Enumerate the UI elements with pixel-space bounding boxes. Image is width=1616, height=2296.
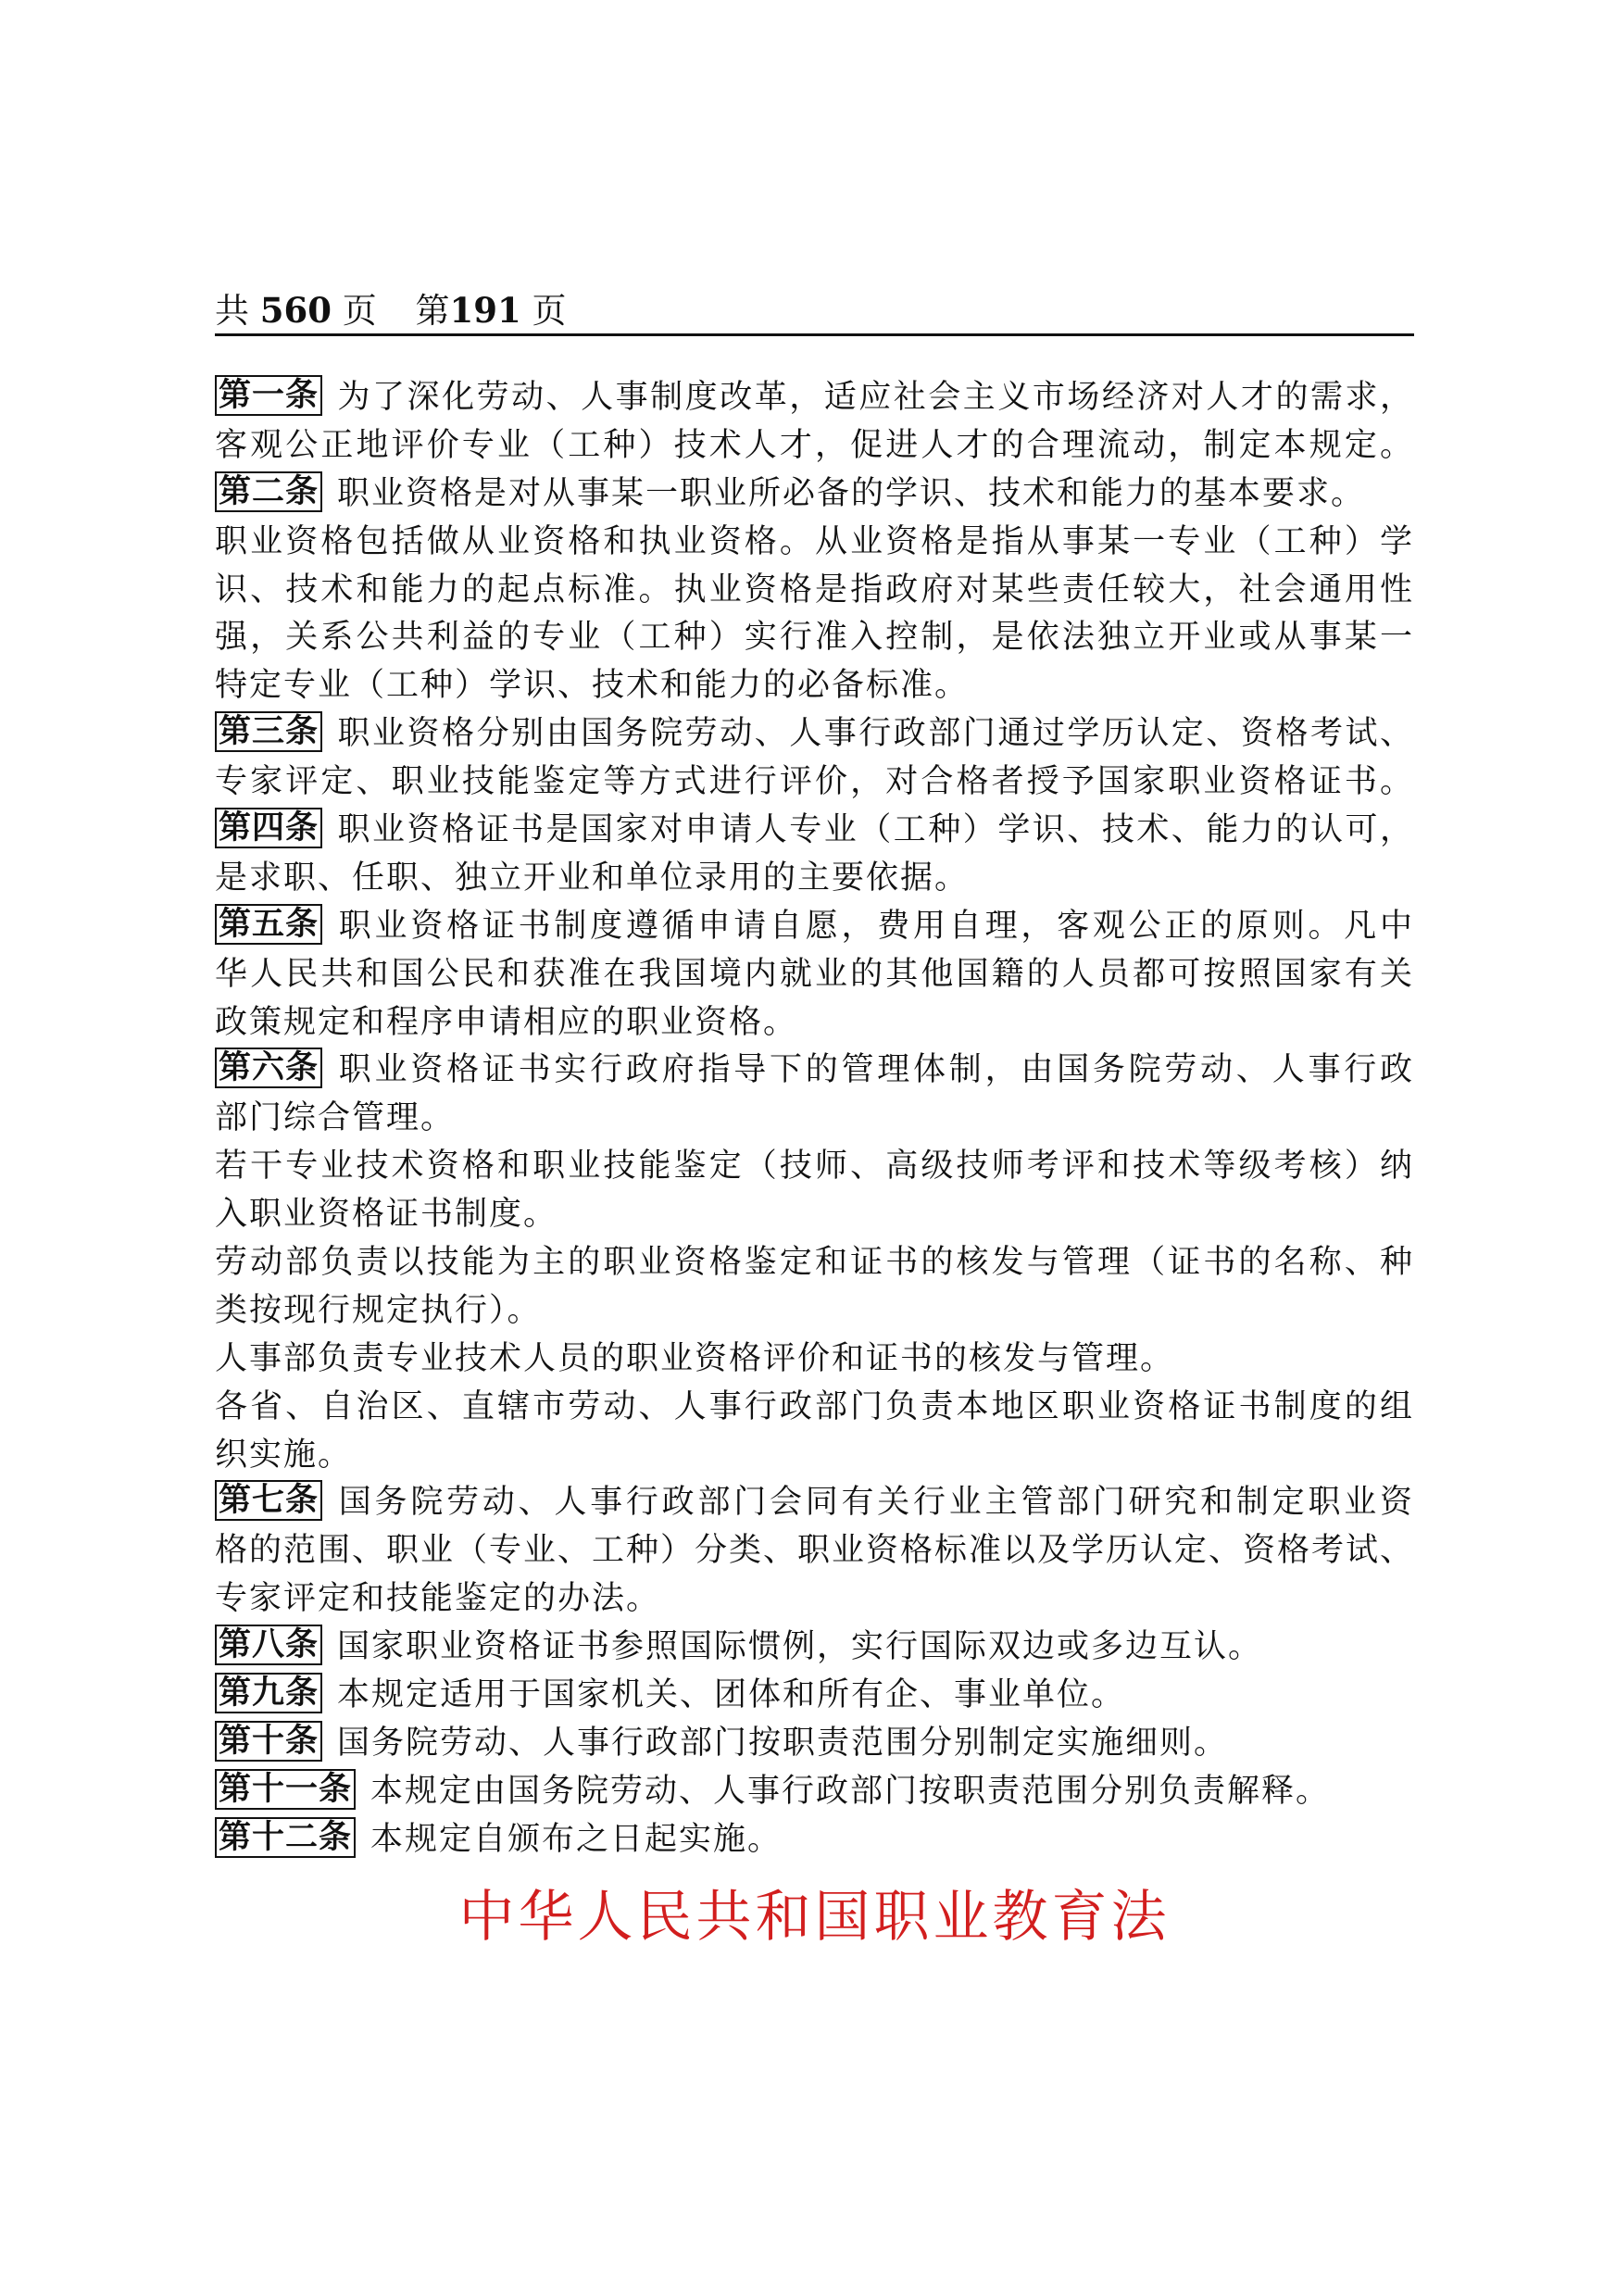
article-line: [215, 1624, 1414, 1672]
total-pages-prefix: 共: [215, 291, 249, 331]
line-text: 专家评定和技能鉴定的办法。: [215, 1580, 661, 1618]
line-text: 为了深化劳动、人事制度改革，适应社会主义市场经济对人才的需求，: [337, 379, 1414, 416]
text-line: [215, 1336, 1414, 1384]
article-line: [215, 374, 1414, 422]
article-line: [215, 807, 1414, 855]
article-line: [215, 1720, 1414, 1768]
line-text: 入职业资格证书制度。: [215, 1196, 558, 1234]
text-line: [215, 999, 1414, 1048]
line-text: 特定专业（工种）学识、技术和能力的必备标准。: [215, 667, 970, 705]
line-text: 人事部负责专业技术人员的职业资格评价和证书的核发与管理。: [215, 1339, 1175, 1377]
text-line: [215, 1575, 1414, 1624]
text-line: [215, 1143, 1414, 1191]
article-line: [215, 710, 1414, 759]
line-text: 本规定由国务院劳动、人事行政部门按职责范围分别负责解释。: [370, 1772, 1331, 1810]
text-line: [215, 1239, 1414, 1287]
line-text: 国务院劳动、人事行政部门按职责范围分别制定实施细则。: [337, 1724, 1229, 1762]
total-pages-suffix: 页: [342, 291, 377, 331]
line-text: 识、技术和能力的起点标准。执业资格是指政府对某些责任较大，社会通用性: [215, 571, 1414, 609]
line-text: 本规定适用于国家机关、团体和所有企、事业单位。: [337, 1676, 1126, 1714]
line-text: 职业资格包括做从业资格和执业资格。从业资格是指从事某一专业（工种）学: [215, 522, 1414, 560]
line-text: 本规定自颁布之日起实施。: [370, 1820, 783, 1858]
line-text: 国家职业资格证书参照国际惯例，实行国际双边或多边互认。: [337, 1628, 1263, 1666]
line-text: 强，关系公共利益的专业（工种）实行准入控制，是依法独立开业或从事某一: [215, 619, 1414, 657]
article-line: [215, 1816, 1414, 1864]
line-text: 职业资格证书制度遵循申请自愿，费用自理，客观公正的原则。凡中: [337, 907, 1414, 945]
article-line: [215, 470, 1414, 519]
line-text: 客观公正地评价专业（工种）技术人才，促进人才的合理流动，制定本规定。: [215, 426, 1414, 464]
regulation-body: [215, 374, 1414, 1864]
article-label: 第五条: [215, 904, 322, 945]
text-line: [215, 662, 1414, 710]
line-text: 格的范围、职业（专业、工种）分类、职业资格标准以及学历认定、资格考试、: [215, 1532, 1414, 1570]
article-label: 第十一条: [215, 1769, 356, 1810]
article-label: 第六条: [215, 1048, 322, 1088]
article-label: 第一条: [215, 375, 322, 416]
article-label: 第十二条: [215, 1817, 356, 1858]
page-header: [215, 287, 1414, 336]
article-line: [215, 1479, 1414, 1527]
text-line: [215, 1191, 1414, 1239]
article-line: [215, 1047, 1414, 1095]
line-text: 部门综合管理。: [215, 1099, 456, 1137]
text-line: [215, 1432, 1414, 1480]
line-text: 政策规定和程序申请相应的职业资格。: [215, 1003, 798, 1041]
line-text: 是求职、任职、独立开业和单位录用的主要依据。: [215, 859, 970, 897]
line-text: 专家评定、职业技能鉴定等方式进行评价，对合格者授予国家职业资格证书。: [215, 763, 1414, 801]
section-title: 中华人民共和国职业教育法: [458, 1885, 1171, 1950]
article-label: 第十条: [215, 1721, 322, 1762]
article-label: 第九条: [215, 1673, 322, 1713]
line-text: 织实施。: [215, 1436, 353, 1474]
article-line: [215, 903, 1414, 951]
text-line: [215, 1095, 1414, 1143]
line-text: 职业资格分别由国务院劳动、人事行政部门通过学历认定、资格考试、: [337, 715, 1414, 753]
article-label: 第三条: [215, 711, 322, 752]
article-line: [215, 1768, 1414, 1816]
line-text: 华人民共和国公民和获准在我国境内就业的其他国籍的人员都可按照国家有关: [215, 955, 1414, 993]
line-text: 国务院劳动、人事行政部门会同有关行业主管部门研究和制定职业资: [337, 1484, 1414, 1522]
article-label: 第八条: [215, 1625, 322, 1665]
article-label: 第二条: [215, 471, 322, 512]
line-text: 职业资格证书是国家对申请人专业（工种）学识、技术、能力的认可，: [337, 811, 1414, 849]
line-text: 职业资格是对从事某一职业所必备的学识、技术和能力的基本要求。: [337, 474, 1366, 512]
text-line: [215, 614, 1414, 662]
text-line: [215, 759, 1414, 807]
article-label: 第七条: [215, 1480, 322, 1521]
current-page-suffix: 页: [532, 291, 567, 331]
current-page-prefix: 第: [415, 291, 450, 331]
text-line: [215, 519, 1414, 567]
text-line: [215, 951, 1414, 999]
line-text: 劳动部负责以技能为主的职业资格鉴定和证书的核发与管理（证书的名称、种: [215, 1244, 1414, 1282]
text-line: [215, 855, 1414, 903]
line-text: 各省、自治区、直辖市劳动、人事行政部门负责本地区职业资格证书制度的组: [215, 1387, 1414, 1425]
text-line: [215, 1527, 1414, 1575]
text-line: [215, 567, 1414, 615]
text-line: [215, 422, 1414, 470]
article-label: 第四条: [215, 808, 322, 848]
line-text: 类按现行规定执行）。: [215, 1291, 542, 1329]
current-page: 191: [449, 290, 521, 331]
text-line: [215, 1384, 1414, 1432]
line-text: 若干专业技术资格和职业技能鉴定（技师、高级技师考评和技术等级考核）纳: [215, 1148, 1414, 1186]
line-text: 职业资格证书实行政府指导下的管理体制，由国务院劳动、人事行政: [337, 1051, 1414, 1089]
text-line: [215, 1287, 1414, 1336]
total-pages: 560: [259, 290, 332, 331]
article-line: [215, 1672, 1414, 1720]
